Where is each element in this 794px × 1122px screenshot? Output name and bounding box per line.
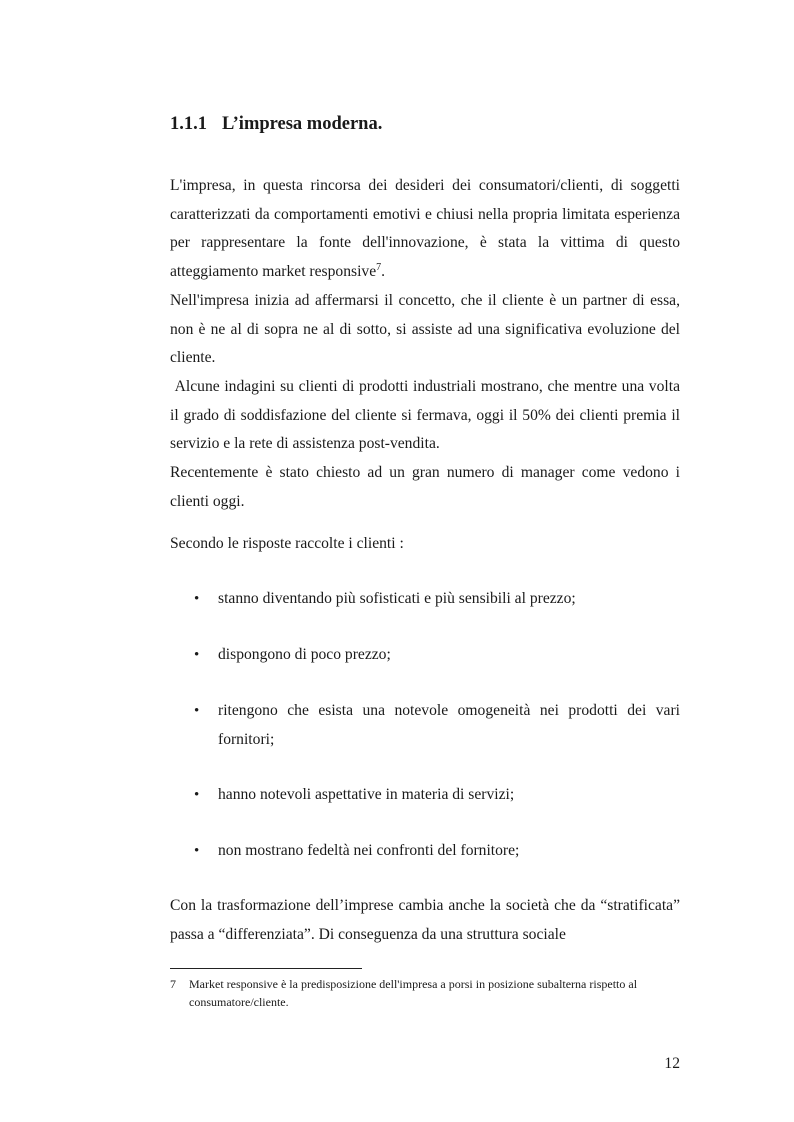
list-item bbox=[170, 781, 680, 810]
bullet-icon: • bbox=[194, 843, 200, 859]
paragraph-3: Alcune indagini su clienti di prodotti industriali mostrano, che mentre una volta il grado di soddisfazione del cliente si fermava, oggi il 50% dei clienti premia il servizio e la rete di assistenza post-vendita. bbox=[170, 377, 684, 453]
footnote-text: Market responsive è la predisposizione dell'impresa a porsi in posizione subalterna rispetto al consumatore/cliente. bbox=[189, 977, 638, 1009]
body-paragraphs bbox=[170, 172, 684, 516]
paragraph-1-text: L'impresa, in questa rincorsa dei desideri dei consumatori/clienti, di soggetti caratterizzati da comportamenti emotivi e chiusi nella propria limitata esperienza per rappresentare la fonte dell'innovazione, è stata la vittima di questo atteggiamento market responsive bbox=[170, 177, 680, 281]
page-number: 12 bbox=[664, 1055, 680, 1072]
paragraph-2: Nell'impresa inizia ad affermarsi il concetto, che il cliente è un partner di essa, non è ne al di sopra ne al di sotto, si assiste ad una significativa evoluzione del cliente. bbox=[170, 291, 680, 367]
list-item-text: ritengono che esista una notevole omogeneità nei prodotti dei vari fornitori; bbox=[218, 702, 680, 748]
list-item-text: non mostrano fedeltà nei confronti del fornitore; bbox=[218, 842, 520, 859]
closing-paragraph: Con la trasformazione dell’imprese cambia anche la società che da “stratificata” passa a “differenziata”. Di conseguenza da una struttura sociale bbox=[170, 897, 680, 943]
footnote-number: 7 bbox=[170, 977, 176, 991]
list-item-text: hanno notevoli aspettative in materia di servizi; bbox=[218, 786, 515, 803]
footnote-separator bbox=[170, 968, 362, 969]
bullet-icon: • bbox=[194, 703, 200, 719]
footnote bbox=[170, 976, 680, 1011]
list-item bbox=[170, 697, 680, 754]
list-item bbox=[170, 585, 680, 614]
bullet-icon: • bbox=[194, 591, 200, 607]
list-item-text: dispongono di poco prezzo; bbox=[218, 646, 391, 663]
bullet-icon: • bbox=[194, 647, 200, 663]
section-number: 1.1.1 bbox=[170, 114, 207, 134]
list-item bbox=[170, 837, 680, 866]
footnote-reference: 7 bbox=[376, 261, 382, 273]
paragraph-4: Recentemente è stato chiesto ad un gran numero di manager come vedono i clienti oggi. bbox=[170, 464, 680, 510]
paragraph-1-end: . bbox=[381, 263, 386, 281]
bullet-icon: • bbox=[194, 787, 200, 803]
list-item bbox=[170, 641, 680, 670]
paragraph-1 bbox=[170, 172, 680, 287]
list-item-text: stanno diventando più sofisticati e più sensibili al prezzo; bbox=[218, 590, 576, 607]
section-title: L’impresa moderna. bbox=[222, 114, 383, 134]
list-lead-in: Secondo le risposte raccolte i clienti : bbox=[170, 535, 404, 552]
section-heading bbox=[170, 114, 382, 135]
